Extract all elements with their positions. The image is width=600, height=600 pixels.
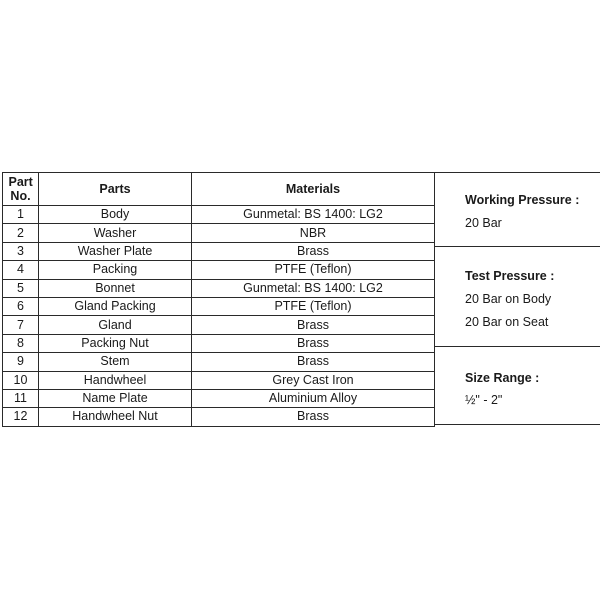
part-no-cell: 8 [3, 334, 39, 352]
size-range-heading: Size Range : [465, 371, 540, 385]
material-cell: Gunmetal: BS 1400: LG2 [192, 206, 435, 224]
part-name-cell: Handwheel Nut [39, 408, 192, 426]
part-name-cell: Gland Packing [39, 297, 192, 315]
specifications-panel [434, 172, 600, 425]
material-cell: NBR [192, 224, 435, 242]
part-no-cell: 12 [3, 408, 39, 426]
part-no-cell: 5 [3, 279, 39, 297]
working-pressure-section [435, 173, 600, 247]
table-row [3, 224, 435, 242]
part-name-cell: Packing Nut [39, 334, 192, 352]
material-cell: Brass [192, 242, 435, 260]
part-no-cell: 1 [3, 206, 39, 224]
part-name-cell: Stem [39, 353, 192, 371]
table-row [3, 353, 435, 371]
table-row [3, 297, 435, 315]
part-name-cell: Packing [39, 261, 192, 279]
part-no-cell: 7 [3, 316, 39, 334]
header-parts: Parts [39, 173, 192, 206]
table-row [3, 242, 435, 260]
part-no-cell: 4 [3, 261, 39, 279]
part-no-cell: 9 [3, 353, 39, 371]
table-row [3, 334, 435, 352]
part-no-cell: 3 [3, 242, 39, 260]
table-body [3, 206, 435, 427]
test-pressure-section [435, 247, 600, 347]
table-row [3, 371, 435, 389]
size-range-section [435, 347, 600, 425]
table-header [3, 173, 435, 206]
part-name-cell: Name Plate [39, 389, 192, 407]
material-cell: PTFE (Teflon) [192, 297, 435, 315]
header-materials: Materials [192, 173, 435, 206]
table-row [3, 408, 435, 426]
working-pressure-heading: Working Pressure : [465, 193, 580, 207]
part-name-cell: Washer [39, 224, 192, 242]
part-name-cell: Gland [39, 316, 192, 334]
material-cell: Grey Cast Iron [192, 371, 435, 389]
material-cell: Brass [192, 408, 435, 426]
part-name-cell: Handwheel [39, 371, 192, 389]
parts-materials-table [2, 172, 435, 427]
part-name-cell: Body [39, 206, 192, 224]
working-pressure-value: 20 Bar [465, 216, 502, 230]
material-cell: PTFE (Teflon) [192, 261, 435, 279]
part-no-cell: 6 [3, 297, 39, 315]
material-cell: Brass [192, 334, 435, 352]
test-pressure-seat: 20 Bar on Seat [465, 315, 549, 329]
table-row [3, 316, 435, 334]
material-cell: Brass [192, 316, 435, 334]
part-name-cell: Washer Plate [39, 242, 192, 260]
size-range-value: ½" - 2" [465, 393, 503, 407]
part-no-cell: 10 [3, 371, 39, 389]
table-row [3, 279, 435, 297]
part-name-cell: Bonnet [39, 279, 192, 297]
header-part-no: Part No. [3, 173, 39, 206]
part-no-cell: 11 [3, 389, 39, 407]
test-pressure-heading: Test Pressure : [465, 269, 555, 283]
spec-sheet [0, 172, 600, 426]
table-row [3, 206, 435, 224]
material-cell: Aluminium Alloy [192, 389, 435, 407]
material-cell: Gunmetal: BS 1400: LG2 [192, 279, 435, 297]
part-no-cell: 2 [3, 224, 39, 242]
table-row [3, 261, 435, 279]
test-pressure-body: 20 Bar on Body [465, 292, 552, 306]
table-row [3, 389, 435, 407]
material-cell: Brass [192, 353, 435, 371]
